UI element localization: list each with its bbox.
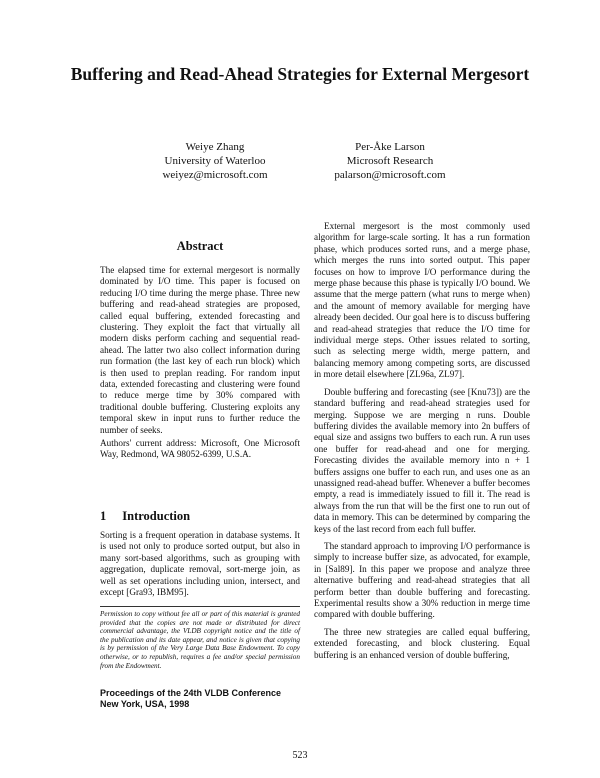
section-number: 1 [100, 509, 107, 523]
author-name: Weiye Zhang [185, 141, 245, 153]
body-paragraph: The three new strategies are called equal buffering, extended forecasting, and block clustering. Equal buffering is an enhanced version of double buffering, [314, 626, 530, 660]
author-email: weiyez@microsoft.com [162, 169, 268, 181]
paper-title: Buffering and Read-Ahead Strategies for External Mergesort [70, 64, 530, 84]
author-block-1 [150, 140, 280, 182]
author-affiliation: Microsoft Research [346, 155, 434, 167]
permission-footnote: Permission to copy without fee all or part of this material is granted provided that the copies are not made or distributed for direct commercial advantage, the VLDB copyright notice and the title of the publication and its date appear, and notice is given that copying is by permission of the Very Large Data Base Endowment. To copy otherwise, or to republish, requires a fee and/or special permission from the Endowment. [100, 606, 300, 670]
section-heading [100, 509, 206, 524]
author-email: palarson@microsoft.com [334, 169, 446, 181]
body-paragraph: Double buffering and forecasting (see [Knu73]) are the standard buffering and read-ahead strategies used for merging. Suppose we are merging n runs. Double buffering divides the available memory into 2n buffers of equal size and assigns two buffers to each run. A run uses one buffer for read-ahead and one for merging. Forecasting divides the available memory into n + 1 buffers assigns one buffer to each run, and uses one as an unassigned read-ahead buffer. Whenever a buffer becomes empty, a read is immediately issued to fill it. The read is always from the run that will be the first one to run out of data in memory. This can be determined by comparing the keys of the last record from each full buffer. [314, 386, 530, 534]
author-address-note: Authors' current address: Microsoft, One Microsoft Way, Redmond, WA 98052-6399, U.S.A. [100, 438, 300, 460]
proceedings-title: Proceedings of the 24th VLDB Conference [100, 688, 282, 698]
abstract-text: The elapsed time for external mergesort is normally dominated by I/O time. This paper is focused on reducing I/O time during the merge phase. Three new buffering and read-ahead strategies are proposed, called equal buffering, extended forecasting and clustering. They exploit the fact that virtually all modern disks perform caching and sequential read-ahead. The latter two also collect information during run formation (the last key of each run block) which is then used to preplan reading. For random input data, extended forecasting and clustering were found to reduce merge time by 30% compared with traditional double buffering. Clustering exploits any temporal skew in input runs to further reduce the number of seeks. [100, 265, 300, 435]
author-name: Per-Åke Larson [355, 141, 425, 153]
right-column [314, 221, 530, 667]
proceedings-location: New York, USA, 1998 [100, 699, 190, 709]
page-number: 523 [292, 750, 308, 761]
intro-paragraph: Sorting is a frequent operation in database systems. It is used not only to produce sorted output, but also in many sort-based algorithms, such as grouping with aggregation, duplicate removal, sort-merge join, as well as set operations including union, intersect, and except [Gra93, IBM95]. [100, 530, 300, 598]
proceedings-block [100, 688, 320, 710]
body-paragraph: The standard approach to improving I/O performance is simply to increase buffer size, as advocated, for example, in [Sal89]. In this paper we propose and analyze three alternative buffering and read-ahead strategies that all perform better than double buffering and forecasting. Experimental results show a 30% reduction in merge time compared with double buffering. [314, 540, 530, 620]
abstract-heading: Abstract [176, 239, 224, 253]
section-title: Introduction [122, 509, 191, 523]
author-affiliation: University of Waterloo [164, 155, 266, 167]
author-block-2 [320, 140, 460, 182]
body-paragraph: External mergesort is the most commonly used algorithm for large-scale sorting. It has a run formation phase, which produces sorted runs, and a merge phase, which merges the runs into sorted output. This paper focuses on how to improve I/O performance during the merge phase because this phase is typically I/O bound. We assume that the merge pattern (what runs to merge when) and the amount of memory available for merging have already been decided. Our goal here is to discuss buffering and read-ahead strategies that reduce the I/O time for individual merge steps. Other issues related to sorting, such as selecting merge width, merge pattern, and balancing memory among competing sorts, are discussed in more detail elsewhere [ZL96a, ZL97]. [314, 221, 530, 380]
